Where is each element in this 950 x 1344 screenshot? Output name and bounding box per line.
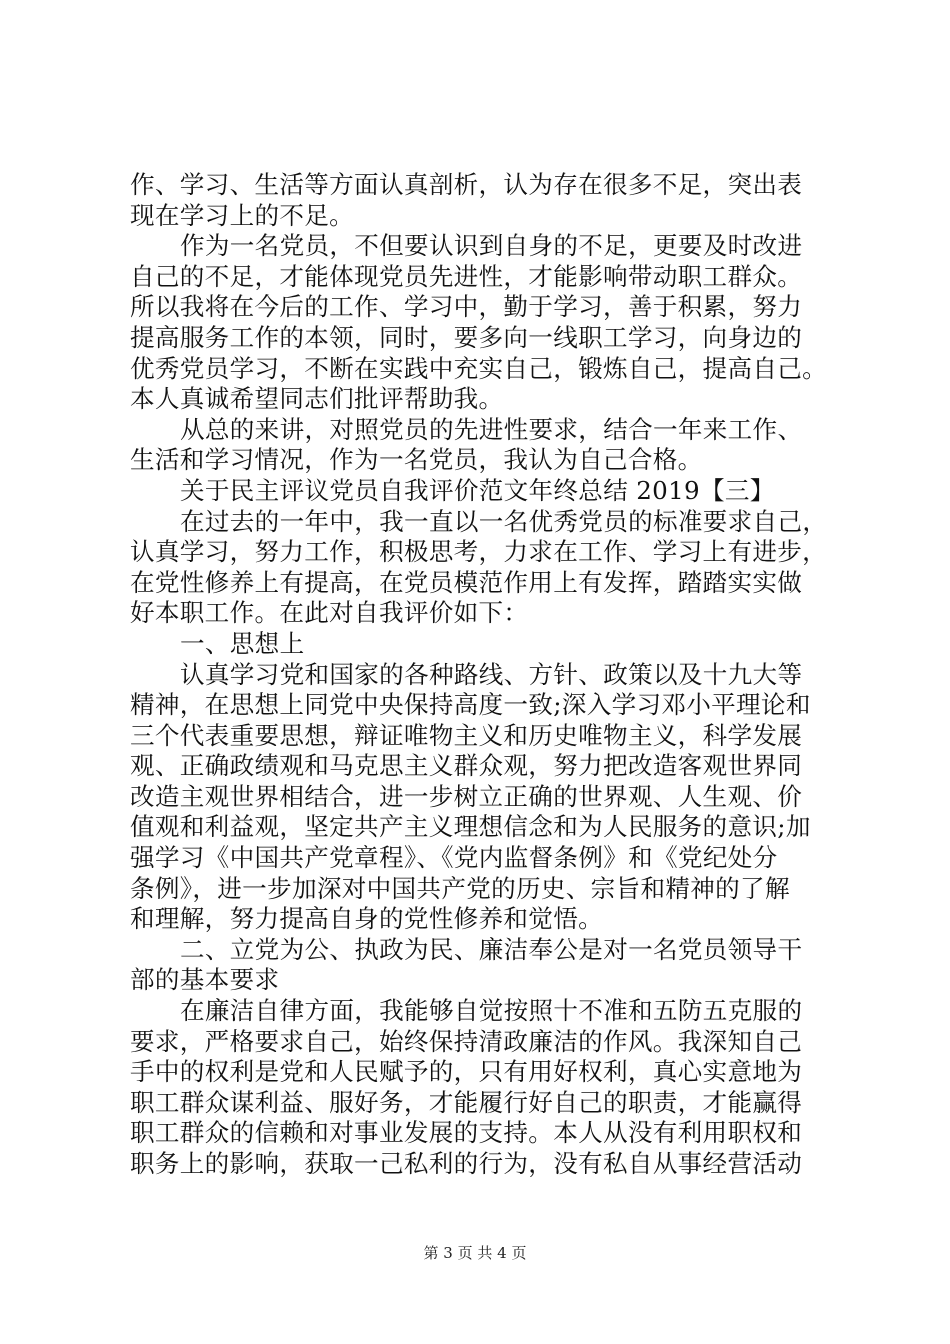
section-heading: 关于民主评议党员自我评价范文年终总结 2019【三】 [180,475,775,505]
text-line: 从总的来讲，对照党员的先进性要求，结合一年来工作、 [180,414,803,444]
text-line: 作为一名党员，不但要认识到自身的不足，更要及时改进 [180,231,803,261]
document-body [130,170,830,1180]
text-line: 现在学习上的不足。 [130,200,355,230]
text-line: 生活和学习情况，作为一名党员，我认为自己合格。 [130,445,703,475]
text-line: 职工群众谋利益、服好务，才能履行好自己的职责，才能赢得 [130,1087,803,1117]
text-line: 手中的权利是党和人民赋予的，只有用好权利，真心实意地为 [130,1057,803,1087]
text-line: 在过去的一年中，我一直以一名优秀党员的标准要求自己， [180,506,828,536]
text-line: 提高服务工作的本领，同时，要多向一线职工学习，向身边的 [130,322,803,352]
text-line: 优秀党员学习，不断在实践中充实自己，锻炼自己，提高自己。 [130,353,828,383]
text-line: 观、正确政绩观和马克思主义群众观，努力把改造客观世界同 [130,751,803,781]
text-line: 条例》，进一步加深对中国共产党的历史、宗旨和精神的了解 [130,873,790,903]
text-line: 自己的不足，才能体现党员先进性，才能影响带动职工群众。 [130,261,803,291]
text-line: 认真学习党和国家的各种路线、方针、政策以及十九大等 [180,659,803,689]
text-line: 要求，严格要求自己，始终保持清政廉洁的作风。我深知自己 [130,1026,803,1056]
subsection-heading: 一、思想上 [180,628,305,658]
text-line: 三个代表重要思想，辩证唯物主义和历史唯物主义，科学发展 [130,720,803,750]
text-line: 所以我将在今后的工作、学习中，勤于学习，善于积累，努力 [130,292,803,322]
text-line: 改造主观世界相结合，进一步树立正确的世界观、人生观、价 [130,781,803,811]
text-line: 职工群众的信赖和对事业发展的支持。本人从没有利用职权和 [130,1118,803,1148]
text-line: 在廉洁自律方面，我能够自觉按照十不准和五防五克服的 [180,996,803,1026]
text-line: 本人真诚希望同志们批评帮助我。 [130,384,504,414]
page-number-footer: 第 3 页 共 4 页 [423,1244,527,1262]
text-line: 好本职工作。在此对自我评价如下： [130,598,529,628]
text-line: 作、学习、生活等方面认真剖析，认为存在很多不足，突出表 [130,170,803,199]
subsection-heading: 二、立党为公、执政为民、廉洁奉公是对一名党员领导干 [180,934,803,964]
text-line: 精神，在思想上同党中央保持高度一致;深入学习邓小平理论和 [130,690,811,720]
text-line: 在党性修养上有提高，在党员模范作用上有发挥，踏踏实实做 [130,567,803,597]
text-line: 和理解，努力提高自身的党性修养和觉悟。 [130,904,603,934]
text-line: 部的基本要求 [130,965,280,995]
text-line: 值观和利益观，坚定共产主义理想信念和为人民服务的意识;加 [130,812,811,842]
text-line: 职务上的影响，获取一己私利的行为，没有私自从事经营活动 [130,1149,803,1178]
text-line: 强学习《中国共产党章程》、《党内监督条例》和《党纪处分 [130,843,778,873]
text-line: 认真学习，努力工作，积极思考，力求在工作、学习上有进步， [130,537,828,567]
